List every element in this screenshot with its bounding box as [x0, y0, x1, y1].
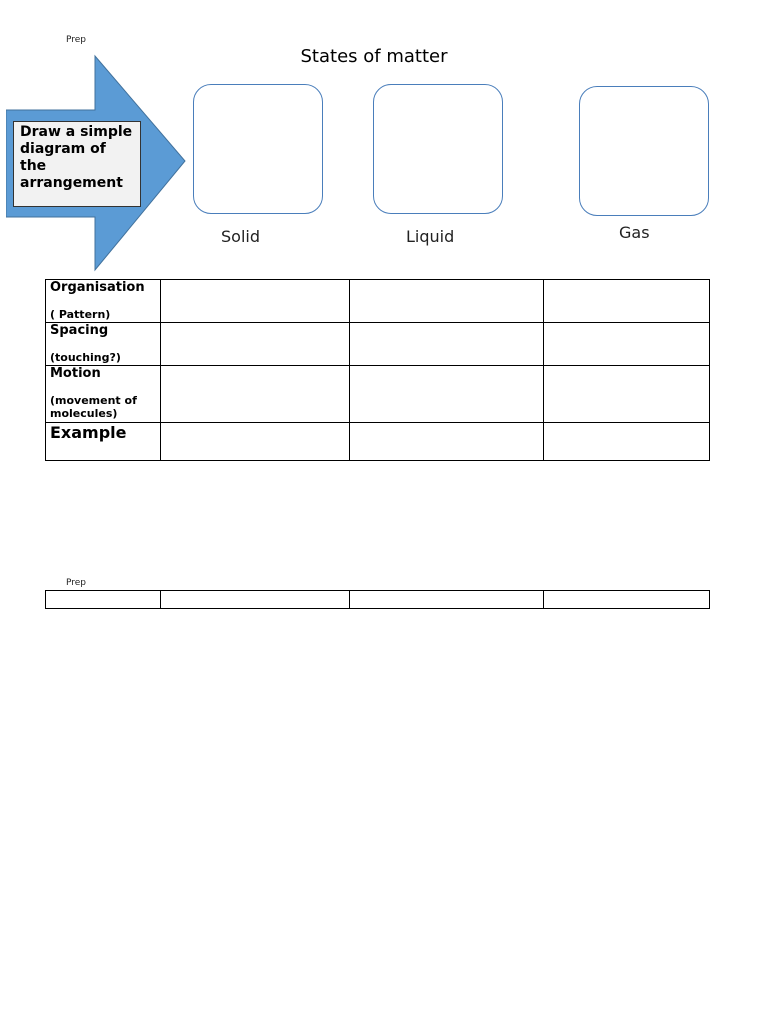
table-cell[interactable] — [544, 423, 710, 461]
prep-label-bottom: Prep — [66, 578, 87, 588]
state-label-liquid: Liquid — [406, 227, 455, 246]
table-cell[interactable] — [161, 323, 350, 366]
table-cell[interactable] — [350, 323, 544, 366]
table-cell[interactable] — [161, 423, 350, 461]
table-cell[interactable] — [544, 323, 710, 366]
table-row — [46, 323, 710, 366]
prep-label-top: Prep — [66, 35, 87, 45]
table-cell[interactable] — [161, 280, 350, 323]
table-cell[interactable] — [350, 366, 544, 423]
row-label: Organisation — [50, 280, 145, 295]
row-label: Spacing — [50, 323, 109, 338]
row-label: Example — [50, 423, 127, 442]
page-title: States of matter — [300, 46, 448, 67]
table-cell[interactable] — [350, 423, 544, 461]
table-row — [46, 591, 710, 609]
table-cell[interactable] — [544, 366, 710, 423]
row-sublabel: (touching?) — [50, 351, 121, 364]
table-row — [46, 423, 710, 461]
state-label-gas: Gas — [619, 223, 650, 242]
gas-drawing-box[interactable] — [579, 86, 709, 216]
row-header-spacing — [46, 323, 161, 366]
row-sublabel: (movement of molecules) — [50, 394, 137, 420]
row-sublabel: ( Pattern) — [50, 308, 111, 321]
bottom-table — [45, 590, 710, 609]
arrow-instruction-text: Draw a simple diagram of the arrangement — [13, 121, 141, 207]
table-cell[interactable] — [161, 591, 350, 609]
solid-drawing-box[interactable] — [193, 84, 323, 214]
table-row — [46, 280, 710, 323]
table-cell[interactable] — [544, 591, 710, 609]
row-header-motion — [46, 366, 161, 423]
table-cell[interactable] — [161, 366, 350, 423]
row-header-organisation — [46, 280, 161, 323]
liquid-drawing-box[interactable] — [373, 84, 503, 214]
table-row — [46, 366, 710, 423]
table-cell[interactable] — [350, 591, 544, 609]
properties-table — [45, 279, 710, 461]
table-cell[interactable] — [350, 280, 544, 323]
row-label: Motion — [50, 366, 101, 381]
table-cell[interactable] — [46, 591, 161, 609]
state-label-solid: Solid — [221, 227, 260, 246]
table-cell[interactable] — [544, 280, 710, 323]
row-header-example — [46, 423, 161, 461]
